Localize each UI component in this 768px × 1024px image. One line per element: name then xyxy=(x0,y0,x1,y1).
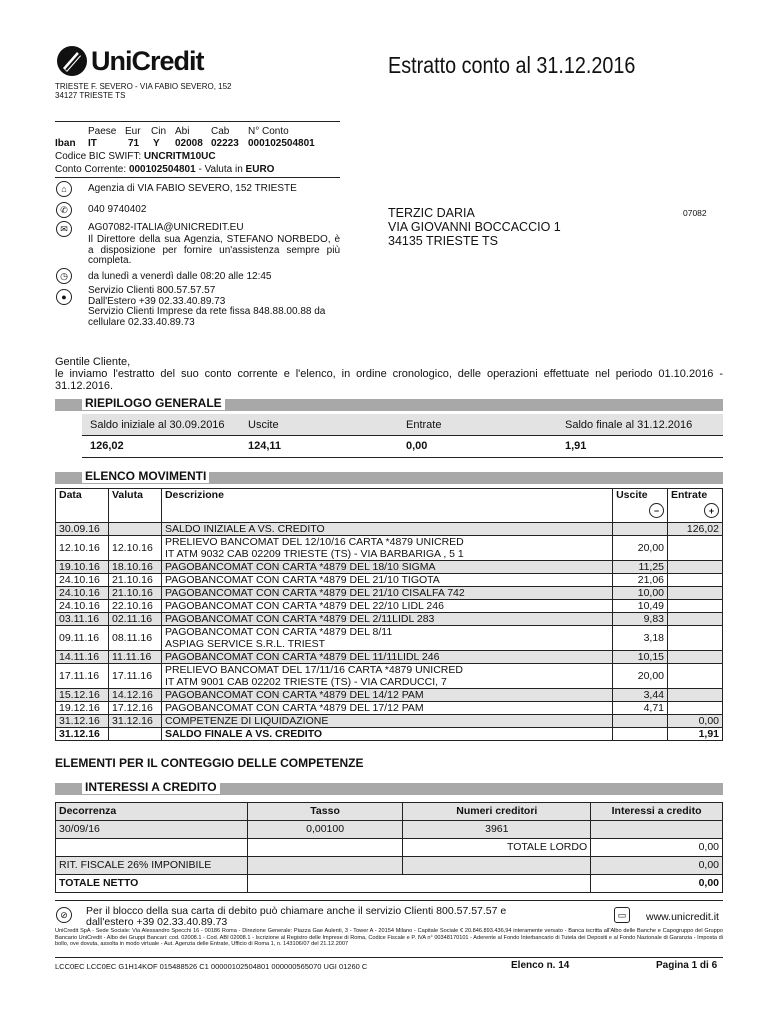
home-icon: ⌂ xyxy=(56,181,72,197)
recipient-code: 07082 xyxy=(683,208,707,218)
conto-corrente-line: Conto Corrente: 000102504801 - Valuta in EURO xyxy=(55,164,275,175)
clock-icon: ◷ xyxy=(56,268,72,284)
table-row: RIT. FISCALE 26% IMPONIBILE 0,00 xyxy=(56,857,723,875)
legal-notice: UniCredit SpA - Sede Sociale: Via Alessandro Specchi 16 - 00186 Roma - Direzione Generale: Piazza Gae Aulenti, 3 - Tower A - 20154 Milano - Capitale Sociale € 20.846.893.436,94 interamente versato - Banca iscritta all'Albo delle Banche e Capogruppo del Gruppo Bancario UniCredit - Albo dei Gruppi Bancari: cod. 02008.1 - Cod. ABI 02008.1 - Iscrizione al Registro delle Imprese di Roma, Codice Fiscale e P. IVA n° 00348170101 - Aderente al Fondo Interbancario di Tutela dei Depositi e al Fondo Nazionale di Garanzia - Imposta di bollo, ove dovuta, assolta in modo virtuale - Aut. Agenzia delle Entrate, Ufficio di Roma 1, n. 143106/07 del 21.12.2007 xyxy=(55,928,723,948)
plus-icon: + xyxy=(704,503,719,518)
table-row: 14.11.16 11.11.16 PAGOBANCOMAT CON CARTA *4879 DEL 11/11LIDL 246 10,15 xyxy=(56,651,723,664)
recipient-address: TERZIC DARIA VIA GIOVANNI BOCCACCIO 1 34135 TRIESTE TS xyxy=(388,206,561,248)
card-block-icon: ⊘ xyxy=(56,907,72,923)
table-row: 30/09/16 0,00100 3961 xyxy=(56,821,723,839)
interessi-table xyxy=(55,802,723,893)
table-row: 24.10.16 22.10.16 PAGOBANCOMAT CON CARTA *4879 DEL 22/10 LIDL 246 10,49 xyxy=(56,600,723,613)
computer-icon: ▭ xyxy=(614,907,630,923)
table-row: 03.11.16 02.11.16 PAGOBANCOMAT CON CARTA *4879 DEL 2/11LIDL 283 9,83 xyxy=(56,613,723,626)
table-row: TOTALE LORDO 0,00 xyxy=(56,839,723,857)
mail-icon: ✉ xyxy=(56,221,72,237)
page-number: Pagina 1 di 6 xyxy=(656,960,718,971)
divider xyxy=(55,121,340,122)
riepilogo-title: RIEPILOGO GENERALE xyxy=(82,396,225,410)
col-valuta: Valuta xyxy=(108,489,161,523)
director-note: Il Direttore della sua Agenzia, STEFANO NORBEDO, è a disposizione per fornire un'assistenza sempre più completa. xyxy=(88,234,340,266)
table-row: 30.09.16 SALDO INIZIALE A VS. CREDITO 126,02 xyxy=(56,523,723,536)
divider xyxy=(55,900,723,901)
table-row: 09.11.16 08.11.16 PAGOBANCOMAT CON CARTA *4879 DEL 8/11 ASPIAG SERVICE S.R.L. TRIEST 3,18 xyxy=(56,626,723,651)
card-block-notice: Per il blocco della sua carta di debito può chiamare anche il servizio Clienti 800.57.57.57 e dall'estero +39 02.33.40.89.73 xyxy=(86,905,507,928)
divider xyxy=(55,177,340,178)
table-row: 24.10.16 21.10.16 PAGOBANCOMAT CON CARTA *4879 DEL 21/10 TIGOTA 21,06 xyxy=(56,574,723,587)
phone-icon: ✆ xyxy=(56,202,72,218)
movimenti-body xyxy=(56,523,723,741)
document-codes: LCC0EC LCC0EC G1H14KOF 015488526 C1 00000102504801 000000565070 UGI 01260 C xyxy=(55,962,368,971)
elenco-number: Elenco n. 14 xyxy=(511,960,570,971)
riepilogo-table: Saldo iniziale al 30.09.2016 Uscite Entrate Saldo finale al 31.12.2016 126,02 124,11 0,00 1,91 xyxy=(82,414,723,458)
final-balance-row: 31.12.16 SALDO FINALE A VS. CREDITO 1,91 xyxy=(56,728,723,741)
person-icon: ● xyxy=(56,289,72,305)
table-row: 19.10.16 18.10.16 PAGOBANCOMAT CON CARTA *4879 DEL 18/10 SIGMA 11,25 xyxy=(56,561,723,574)
col-descrizione: Descrizione xyxy=(161,489,612,523)
unicredit-logo-icon xyxy=(55,44,89,78)
agency-email[interactable]: AG07082-ITALIA@UNICREDIT.EU xyxy=(88,222,244,233)
agency-phone: 040 9740402 xyxy=(88,204,147,215)
website-link[interactable]: www.unicredit.it xyxy=(646,911,719,923)
iban-header: Paese Eur Cin Abi Cab N° Conto xyxy=(88,126,289,137)
branch-address: TRIESTE F. SEVERO - VIA FABIO SEVERO, 152 34127 TRIESTE TS xyxy=(55,82,232,100)
col-entrate: Entrate + xyxy=(668,489,723,523)
interessi-title: INTERESSI A CREDITO xyxy=(82,780,220,794)
agency-address: Agenzia di VIA FABIO SEVERO, 152 TRIESTE xyxy=(88,183,297,194)
brand-name: UniCredit xyxy=(91,45,204,76)
table-row: 31.12.16 31.12.16 COMPETENZE DI LIQUIDAZIONE 0,00 xyxy=(56,715,723,728)
movimenti-table xyxy=(55,488,723,741)
table-row: 17.11.16 17.11.16 PRELIEVO BANCOMAT DEL 17/11/16 CARTA *4879 UNICRED IT ATM 9001 CAB 02202 TRIESTE (TS) - VIA CARDUCCI, 7 20,00 xyxy=(56,664,723,689)
movimenti-header xyxy=(56,489,723,523)
table-row: TOTALE NETTO 0,00 xyxy=(56,875,723,893)
movimenti-title: ELENCO MOVIMENTI xyxy=(82,469,209,483)
opening-hours: da lunedì a venerdì dalle 08:20 alle 12:45 xyxy=(88,271,272,282)
divider xyxy=(55,957,723,958)
customer-service: Servizio Clienti 800.57.57.57 Dall'Estero +39 02.33.40.89.73 Servizio Clienti Imprese da rete fissa 848.88.00.88 da cellulare 02.33.40.89.73 xyxy=(88,285,326,328)
unicredit-logo xyxy=(55,44,204,78)
page-title: Estratto conto al 31.12.2016 xyxy=(388,52,636,78)
iban-values: Iban IT 71 Y 02008 02223 000102504801 xyxy=(55,138,315,149)
col-uscite: Uscite − xyxy=(613,489,668,523)
intro: Gentile Cliente, le inviamo l'estratto del suo conto corrente e l'elenco, in ordine cronologico, delle operazioni effettuate nel periodo 01.10.2016 - 31.12.2016. xyxy=(55,356,723,392)
minus-icon: − xyxy=(649,503,664,518)
bic-line: Codice BIC SWIFT: UNCRITM10UC xyxy=(55,151,216,162)
table-row: 19.12.16 17.12.16 PAGOBANCOMAT CON CARTA *4879 DEL 17/12 PAM 4,71 xyxy=(56,702,723,715)
interessi-header: Decorrenza Tasso Numeri creditori Interessi a credito xyxy=(56,803,723,821)
table-row: 15.12.16 14.12.16 PAGOBANCOMAT CON CARTA *4879 DEL 14/12 PAM 3,44 xyxy=(56,689,723,702)
table-row: 24.10.16 21.10.16 PAGOBANCOMAT CON CARTA *4879 DEL 21/10 CISALFA 742 10,00 xyxy=(56,587,723,600)
col-data: Data xyxy=(56,489,109,523)
table-row: 12.10.16 12.10.16 PRELIEVO BANCOMAT DEL 12/10/16 CARTA *4879 UNICRED IT ATM 9032 CAB 02209 TRIESTE (TS) - VIA BARBARIGA , 5 1 20,00 xyxy=(56,536,723,561)
competenze-heading: ELEMENTI PER IL CONTEGGIO DELLE COMPETENZE xyxy=(55,756,364,770)
